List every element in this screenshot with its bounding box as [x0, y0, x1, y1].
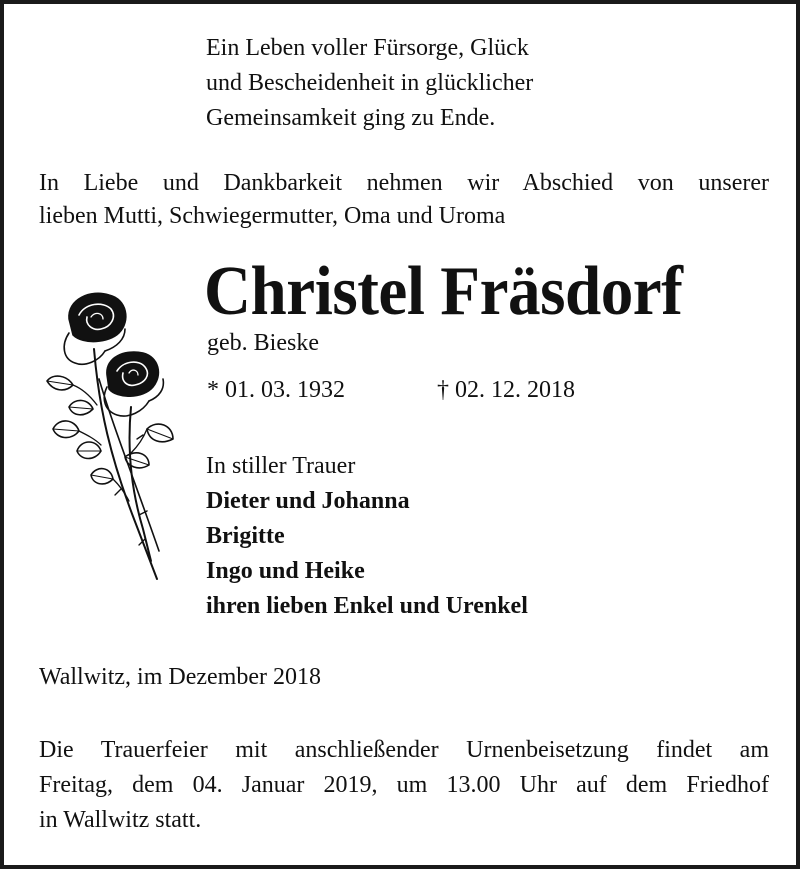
- farewell-intro: [39, 167, 769, 233]
- funeral-service-info: [39, 734, 769, 839]
- maiden-name: geb. Bieske: [207, 330, 319, 356]
- deceased-name: Christel Fräsdorf: [204, 253, 683, 330]
- life-dates: [207, 374, 575, 407]
- mourners-block: [206, 450, 528, 625]
- mourner-name: Dieter und Johanna: [206, 488, 410, 514]
- service-line: Freitag, dem 04. Januar 2019, um 13.00 Uhr auf dem Friedhof: [39, 772, 769, 798]
- motto-line: Gemeinsamkeit ging zu Ende.: [206, 105, 496, 131]
- mourner-name: ihren lieben Enkel und Urenkel: [206, 593, 528, 619]
- motto-line: und Bescheidenheit in glücklicher: [206, 70, 534, 96]
- roses-icon: [39, 289, 179, 584]
- death-date: † 02. 12. 2018: [437, 377, 575, 403]
- mourners-intro: In stiller Trauer: [206, 453, 356, 479]
- motto-verse: [206, 32, 533, 137]
- service-line: Die Trauerfeier mit anschließender Urnenbeisetzung findet am: [39, 737, 769, 763]
- mourner-name: Ingo und Heike: [206, 558, 365, 584]
- mourner-name: Brigitte: [206, 523, 285, 549]
- lower-rose: [104, 352, 163, 416]
- intro-line: lieben Mutti, Schwiegermutter, Oma und Uroma: [39, 203, 506, 229]
- intro-line: In Liebe und Dankbarkeit nehmen wir Abschied von unserer: [39, 170, 769, 196]
- motto-line: Ein Leben voller Fürsorge, Glück: [206, 35, 529, 61]
- birth-date: * 01. 03. 1932: [207, 377, 345, 403]
- service-line: in Wallwitz statt.: [39, 807, 202, 833]
- place-and-date: Wallwitz, im Dezember 2018: [39, 664, 321, 690]
